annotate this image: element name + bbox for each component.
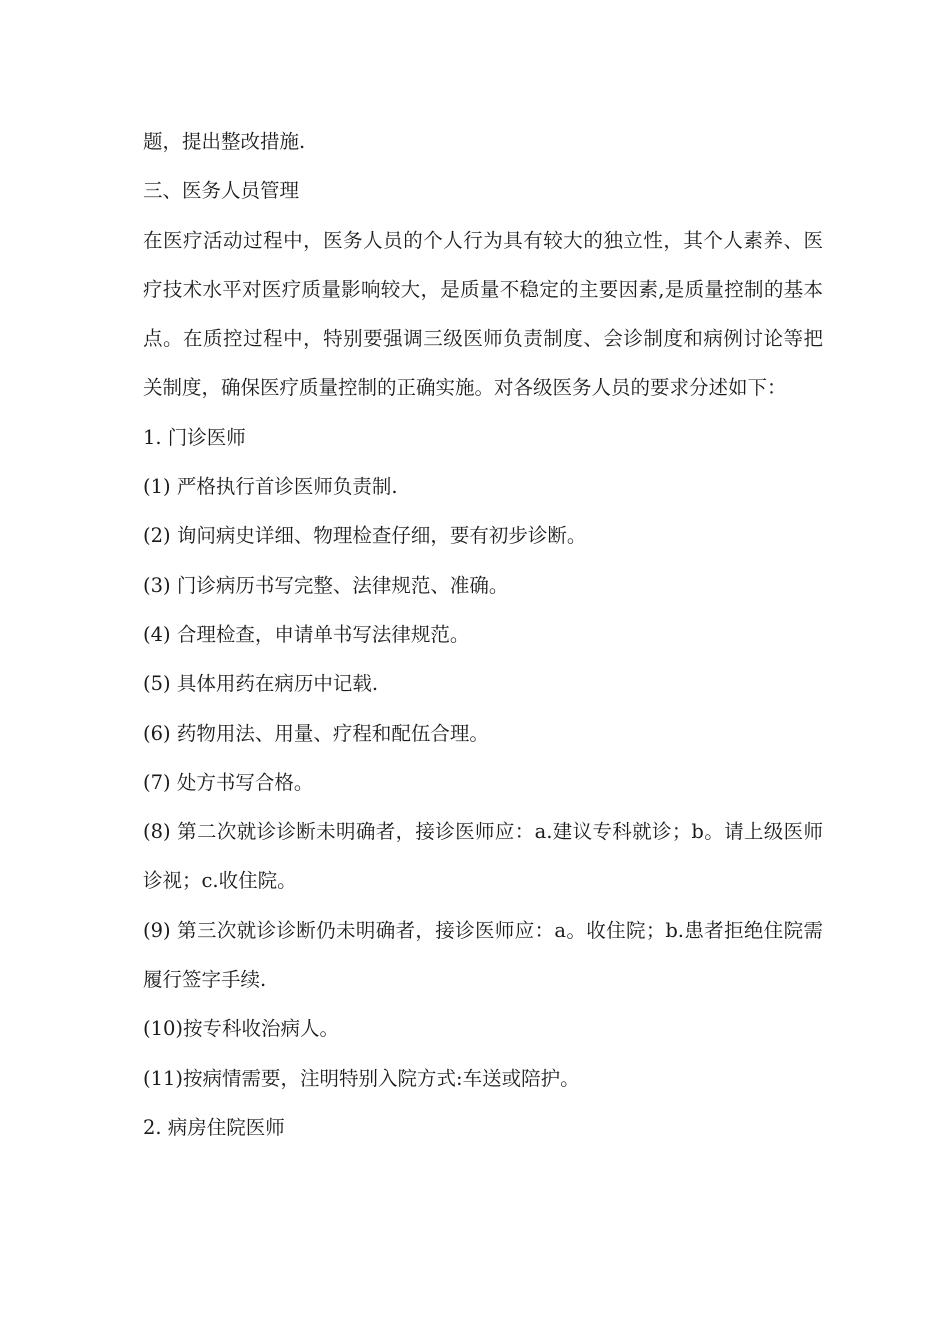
subsection-heading: 2. 病房住院医师 xyxy=(143,1115,285,1139)
list-item: (11)按病情需要，注明特别入院方式:车送或陪护。 xyxy=(143,1066,580,1090)
list-item: (6) 药物用法、用量、疗程和配伍合理。 xyxy=(143,721,489,745)
list-item: (9) 第三次就诊诊断仍未明确者，接诊医师应：a。收住院；b.患者拒绝住院需履行签字手续. xyxy=(143,918,823,992)
list-item: (4) 合理检查，申请单书写法律规范。 xyxy=(143,622,470,646)
list-item: (3) 门诊病历书写完整、法律规范、准确。 xyxy=(143,573,509,597)
list-item: (10)按专科收治病人。 xyxy=(143,1017,340,1041)
list-item: (2) 询问病史详细、物理检查仔细，要有初步诊断。 xyxy=(143,524,587,548)
list-item: (8) 第二次就诊诊断未明确者，接诊医师应：a.建议专科就诊；b。请上级医师诊视；c.收住院。 xyxy=(143,820,823,893)
section-heading: 三、医务人员管理 xyxy=(143,179,300,203)
list-item: (7) 处方书写合格。 xyxy=(143,770,314,794)
document-body xyxy=(143,117,823,1152)
subsection-heading: 1. 门诊医师 xyxy=(143,425,246,449)
body-paragraph: 在医疗活动过程中，医务人员的个人行为具有较大的独立性，其个人素养、医疗技术水平对医疗质量影响较大，是质量不稳定的主要因素,是质量控制的基本点。在质控过程中，特别要强调三级医师负责制度、会诊制度和病例讨论等把关制度，确保医疗质量控制的正确实施。对各级医务人员的要求分述如下： xyxy=(143,228,823,400)
list-item: (5) 具体用药在病历中记载. xyxy=(143,672,379,696)
list-item: (1) 严格执行首诊医师负责制. xyxy=(143,475,398,499)
paragraph-continuation: 题，提出整改措施. xyxy=(143,130,306,153)
